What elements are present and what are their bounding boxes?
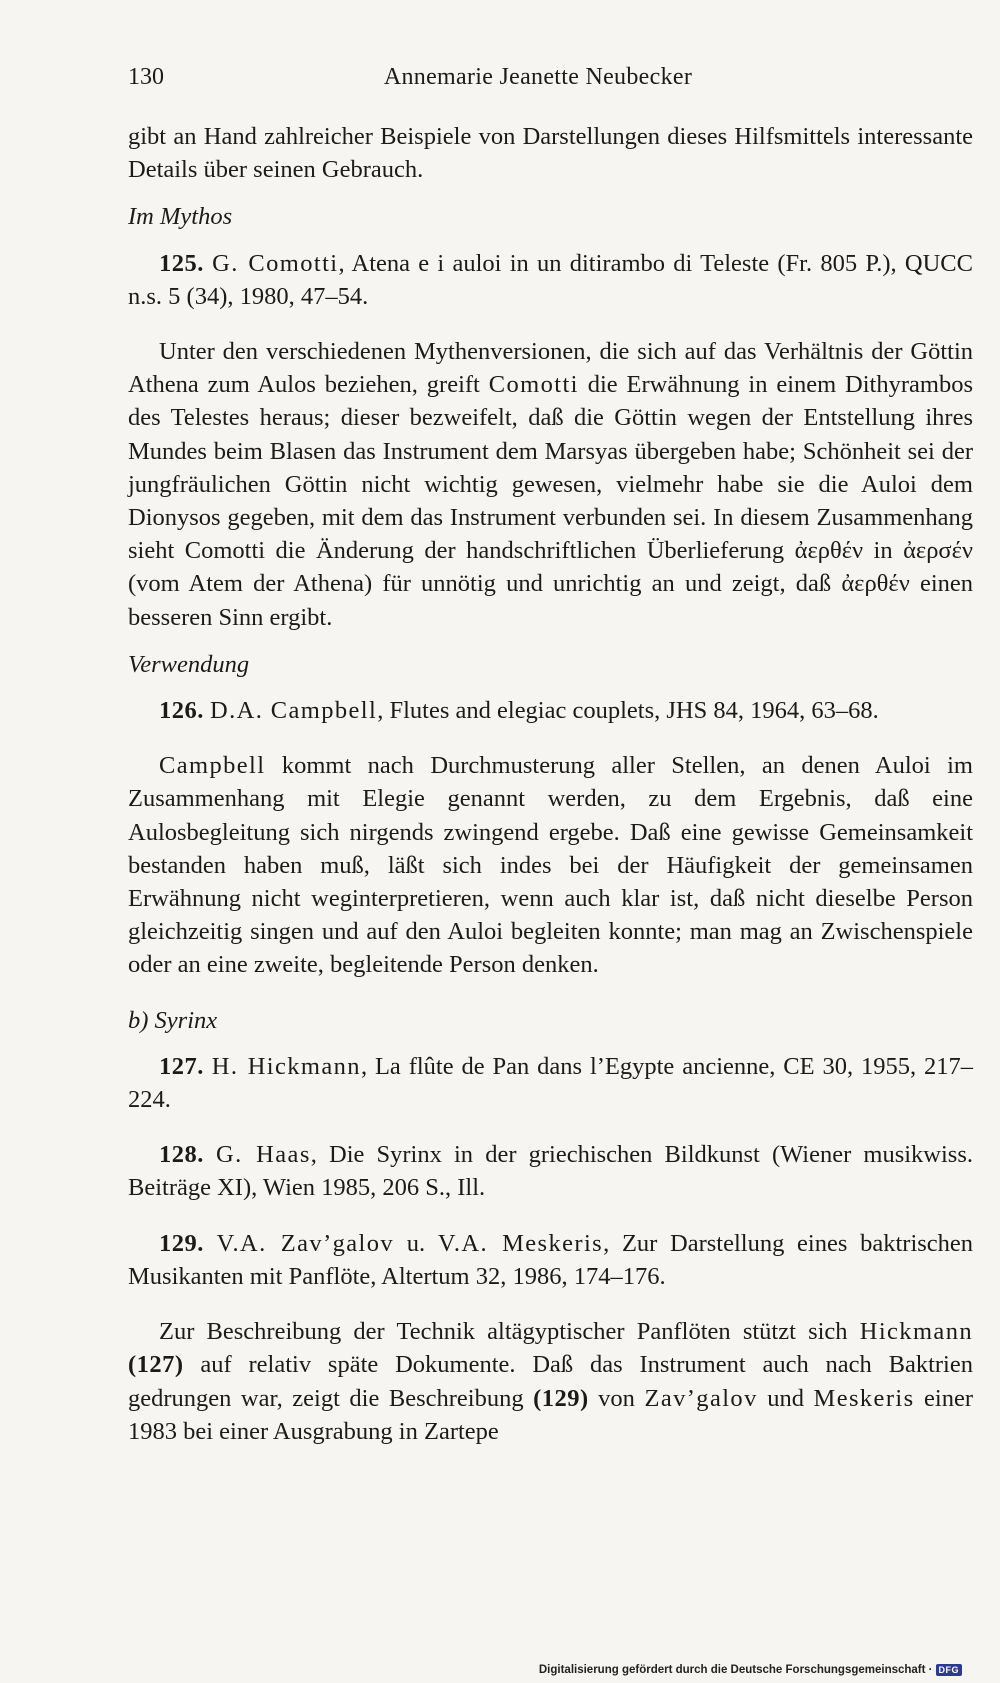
entry-number: 126. — [159, 697, 204, 725]
paragraph-text: kommt nach Durchmusterung aller Stellen, an denen Auloi im Zusammenhang mit Elegie genannt werden, zu dem Ergebnis, daß eine Aulosbegleitung sich nirgends zwingend ergebe. Daß eine gewisse Gemeinsamkeit bestanden haben muß, läßt sich indes bei der Häufigkeit der gemeinsamen Erwähnung nicht weginterpretieren, wenn auch klar ist, daß nicht dieselbe Person gleichzeitig singen und auf den Auloi begleiten konnte; man mag an Zwischenspiele oder an eine zweite, begleitende Person denken. — [128, 752, 973, 979]
section-heading-syrinx: b) Syrinx — [128, 1006, 218, 1034]
body-text — [128, 120, 973, 1448]
commentary-paragraph-126 — [128, 749, 973, 981]
entry-connector: u. — [394, 1229, 438, 1257]
paragraph-text: und — [757, 1384, 814, 1412]
paragraph-text: von — [588, 1384, 645, 1412]
paragraph-text: auf relativ späte Dokumente. Daß das Instrument auch nach Baktrien gedrungen war, zeigt die Beschreibung — [128, 1351, 973, 1412]
author-name: Campbell — [159, 752, 266, 780]
dfg-logo: DFG — [936, 1664, 963, 1676]
paragraph-text: einer 1983 bei einer Ausgrabung in Zartepe — [128, 1384, 974, 1445]
entry-author: G. Comotti — [212, 249, 339, 277]
entry-citation: , Die Syrinx in der griechischen Bildkunst (Wiener musikwiss. Beiträge XI), Wien 1985, 206 S., Ill. — [128, 1141, 973, 1202]
bibliography-entry-128 — [128, 1138, 973, 1204]
footer-credit: Digitalisierung gefördert durch die Deutsche Forschungsgemeinschaft · — [538, 1664, 933, 1676]
page-number: 130 — [128, 64, 164, 90]
entry-number: 129. — [159, 1229, 204, 1257]
author-name: Hickmann — [859, 1318, 973, 1346]
entry-author: D.A. Campbell — [210, 697, 378, 725]
entry-reference: (129) — [533, 1384, 589, 1412]
author-name: Comotti — [488, 371, 579, 399]
paragraph-text: Zur Beschreibung der Technik altägyptischer Panflöten stützt sich — [159, 1318, 860, 1346]
entry-citation: , Flutes and elegiac couplets, JHS 84, 1964, 63–68. — [377, 697, 879, 725]
entry-number: 128. — [159, 1141, 204, 1169]
section-heading-verwendung: Verwendung — [128, 650, 250, 678]
entry-citation: , La flûte de Pan dans l’Egypte ancienne, CE 30, 1955, 217–224. — [128, 1052, 974, 1114]
paragraph-text: Unter den verschiedenen Mythenversionen, die sich auf das Verhältnis der Göttin Athena zum Aulos beziehen, greift — [128, 338, 973, 399]
section-heading-mythos: Im Mythos — [128, 203, 233, 231]
bibliography-entry-126 — [128, 694, 973, 727]
bibliography-entry-127 — [128, 1050, 973, 1116]
entry-author: G. Haas — [216, 1141, 311, 1169]
digitization-footer — [539, 1664, 962, 1676]
entry-author: V.A. Meskeris — [437, 1229, 604, 1257]
paragraph-continuation — [128, 120, 973, 186]
running-header-author: Annemarie Jeanette Neubecker — [383, 64, 693, 90]
author-name: Zav’galov — [644, 1384, 758, 1412]
entry-author: V.A. Zav’galov — [216, 1229, 395, 1257]
commentary-paragraph-125 — [128, 335, 973, 634]
entry-number: 125. — [159, 249, 204, 277]
bibliography-entry-125 — [128, 247, 973, 313]
paragraph-text: gibt an Hand zahlreicher Beispiele von Darstellungen dieses Hilfsmittels interessante Details über seinen Gebrauch. — [128, 123, 973, 184]
entry-author: H. Hickmann — [211, 1052, 361, 1080]
entry-citation: , Atena e i auloi in un ditirambo di Teleste (Fr. 805 P.), QUCC n.s. 5 (34), 1980, 47–54. — [128, 249, 973, 310]
entry-number: 127. — [159, 1052, 204, 1080]
commentary-paragraph-127-129 — [128, 1315, 973, 1448]
bibliography-entry-129 — [128, 1227, 973, 1293]
paragraph-text: die Erwähnung in einem Dithyrambos des Telestes heraus; dieser bezweifelt, daß die Göttin wegen der Entstellung ihres Mundes beim Blasen das Instrument dem Marsyas übergeben habe; Schönheit sei der jungfräulichen Göttin nicht wichtig gewesen, vielmehr habe sie die Auloi dem Dionysos gegeben, mit dem das Instrument verbunden sei. In diesem Zusammenhang sieht Comotti die Änderung der handschriftlichen Überlieferung ἀερθέν in ἀερσέν (vom Atem der Athena) für unnötig und unrichtig an und zeigt, daß ἀερθέν einen besseren Sinn ergibt. — [128, 371, 973, 631]
entry-reference: (127) — [128, 1351, 184, 1379]
author-name: Meskeris — [813, 1384, 915, 1412]
entry-citation: , Zur Darstellung eines baktrischen Musikanten mit Panflöte, Altertum 32, 1986, 174–176. — [128, 1229, 974, 1290]
